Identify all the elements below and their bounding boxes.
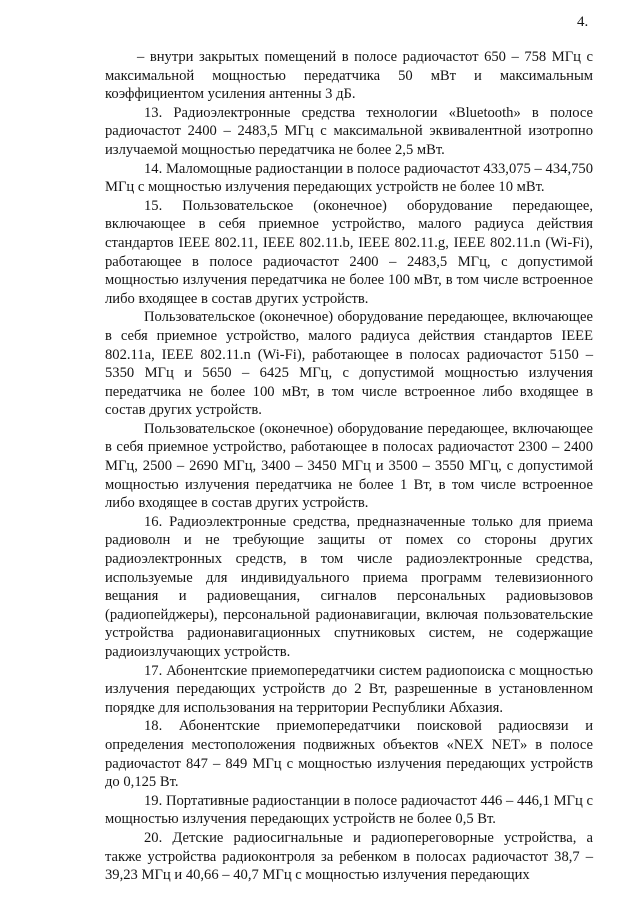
page-number: 4. (577, 14, 589, 30)
paragraph-19-portable-radio: 19. Портативные радиостанции в полосе радиочастот 446 – 446,1 МГц с мощностью излучения передающих устройств не более 0,5 Вт. (105, 792, 593, 828)
paragraph-15-user-equipment: Пользовательское (оконечное) оборудование передающее, включающее в себя приемное устройство, работающее в полосах радиочастот 2300 – 2400 МГц, 2500 – 2690 МГц, 3400 – 3450 МГц и 3500 – 3550 МГц, с допустимой мощностью излучения передатчика не более 1 Вт, в том числе встроенное либо входящее в состав других устройств. (105, 420, 593, 512)
paragraph-14-low-power-radio: 14. Маломощные радиостанции в полосе радиочастот 433,075 – 434,750 МГц с мощностью излучения передающих устройств не более 10 мВт. (105, 160, 593, 196)
paragraph-20-child-monitors: 20. Детские радиосигнальные и радиопереговорные устройства, а также устройства радиоконтроля за ребенком в полосах радиочастот 38,7 – 39,23 МГц и 40,66 – 40,7 МГц с мощностью излучения передающих (105, 829, 593, 884)
paragraph-16-receive-only: 16. Радиоэлектронные средства, предназначенные только для приема радиоволн и не требующие защиты от помех со стороны других радиоэлектронных средств, в том числе радиоэлектронные средства, используемые для индивидуального приема программ телевизионного вещания и радиовещания, сигналов персональных радиовызовов (радиопейджеры), персональной радионавигации, включая пользовательские устройства радионавигационных спутниковых систем, не содержащие радиоизлучающих устройств. (105, 513, 593, 660)
paragraph-15-wifi-5ghz: Пользовательское (оконечное) оборудование передающее, включающее в себя приемное устройство, малого радиуса действия стандартов IEEE 802.11a, IEEE 802.11.n (Wi-Fi), работающее в полосах радиочастот 5150 – 5350 МГц и 5650 – 6425 МГц, с допустимой мощностью излучения передатчика не более 100 мВт, в том числе встроенное либо входящее в состав других устройств. (105, 309, 593, 419)
document-body (105, 48, 593, 885)
paragraph-indoor-650-758: – внутри закрытых помещений в полосе радиочастот 650 – 758 МГц с максимальной мощностью передатчика 50 мВт и максимальным коэффициентом усиления антенны 3 дБ. (105, 49, 593, 103)
paragraph-13-bluetooth: 13. Радиоэлектронные средства технологии «Bluetooth» в полосе радиочастот 2400 – 2483,5 МГц с максимальной эквивалентной изотропно излучаемой мощностью передатчика не более 2,5 мВт. (105, 104, 593, 158)
paragraph-15-wifi-2400: 15. Пользовательское (оконечное) оборудование передающее, включающее в себя приемное устройство, малого радиуса действия стандартов IEEE 802.11, IEEE 802.11.b, IEEE 802.11.g, IEEE 802.11.n (Wi-Fi), работающее в полосе радиочастот 2400 – 2483,5 МГц, с допустимой мощностью излучения передатчика не более 100 мВт, в том числе встроенное либо входящее в состав других устройств. (105, 197, 593, 307)
paragraph-17-paging: 17. Абонентские приемопередатчики систем радиопоиска с мощностью излучения передающих устройств до 2 Вт, разрешенные в установленном порядке для использования на территории Республики Абхазия. (105, 662, 593, 716)
paragraph-18-nex-net: 18. Абонентские приемопередатчики поисковой радиосвязи и определения местоположения подвижных объектов «NEX NET» в полосе радиочастот 847 – 849 МГц с мощностью излучения передающих устройств до 0,125 Вт. (105, 718, 593, 791)
